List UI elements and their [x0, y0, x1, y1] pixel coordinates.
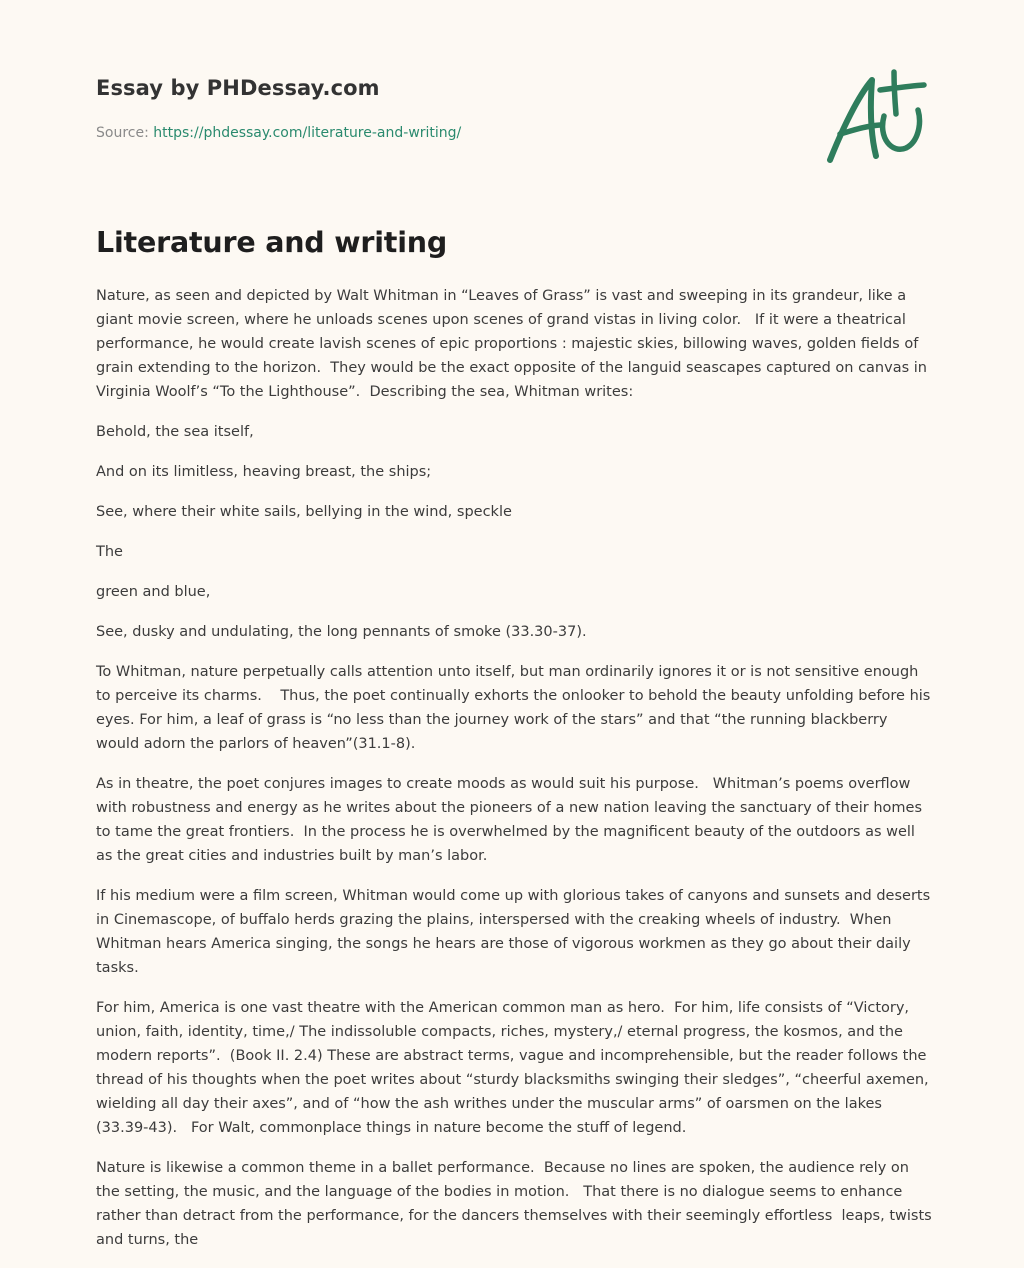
paragraph: Nature is likewise a common theme in a ballet performance. Because no lines are spoken, the audience rely on the setting, the music, and the language of the bodies in motion. That there is no dialogue seems to enhance rather than detract from the performance, for the dancers themselves with their seemingly effortless leaps, twists and turns, the — [96, 1160, 937, 1248]
essay-title: Literature and writing — [96, 226, 448, 259]
site-brand: Essay by PHDessay.com — [96, 76, 380, 100]
source-label: Source: — [96, 125, 154, 141]
poem-line: Behold, the sea itself, — [96, 424, 254, 440]
paragraph: If his medium were a film screen, Whitman would come up with glorious takes of canyons and sunsets and deserts in Cinemascope, of buffalo herds grazing the plains, interspersed with the creaking wheels of industry. When Whitman hears America singing, the songs he hears are those of vigorous workmen as they go about their daily tasks. — [96, 888, 935, 976]
source-link[interactable]: https://phdessay.com/literature-and-writing/ — [153, 125, 462, 141]
paragraph: Nature, as seen and depicted by Walt Whitman in “Leaves of Grass” is vast and sweeping in its grandeur, like a giant movie screen, where he unloads scenes upon scenes of grand vistas in living color. If it were a theatrical performance, he would create lavish scenes of epic proportions : majestic skies, billowing waves, golden fields of grain extending to the horizon. They would be the exact opposite of the languid seascapes captured on canvas in Virginia Woolf’s “To the Lighthouse”. Describing the sea, Whitman writes: — [96, 288, 932, 400]
poem-line: The — [96, 544, 123, 560]
essay-body — [96, 284, 937, 1268]
poem-line: See, where their white sails, bellying in the wind, speckle — [96, 504, 512, 520]
paragraph: As in theatre, the poet conjures images to create moods as would suit his purpose. Whitman’s poems overflow with robustness and energy as he writes about the pioneers of a new nation leaving the sanctuary of their homes to tame the great frontiers. In the process he is overwhelmed by the magnificent beauty of the outdoors as well as the great cities and industries built by man’s labor. — [96, 776, 927, 864]
poem-line: And on its limitless, heaving breast, the ships; — [96, 464, 432, 480]
source-line — [96, 125, 461, 141]
poem-line: See, dusky and undulating, the long pennants of smoke (33.30-37). — [96, 624, 587, 640]
paragraph: To Whitman, nature perpetually calls attention unto itself, but man ordinarily ignores it or is not sensitive enough to perceive its charms. Thus, the poet continually exhorts the onlooker to behold the beauty unfolding before his eyes. For him, a leaf of grass is “no less than the journey work of the stars” and that “the running blackberry would adorn the parlors of heaven”(31.1-8). — [96, 664, 935, 752]
header — [96, 76, 380, 100]
poem-line: green and blue, — [96, 584, 211, 600]
a-plus-logo-icon — [820, 68, 930, 168]
paragraph: For him, America is one vast theatre with the American common man as hero. For him, life consists of “Victory, union, faith, identity, time,/ The indissoluble compacts, riches, mystery,/ eternal progress, the kosmos, and the modern reports”. (Book II. 2.4) These are abstract terms, vague and incomprehensible, but the reader follows the thread of his thoughts when the poet writes about “sturdy blacksmiths swinging their sledges”, “cheerful axemen, wielding all day their axes”, and of “how the ash writhes under the muscular arms” of oarsmen on the lakes (33.39-43). For Walt, commonplace things in nature become the stuff of legend. — [96, 1000, 934, 1136]
